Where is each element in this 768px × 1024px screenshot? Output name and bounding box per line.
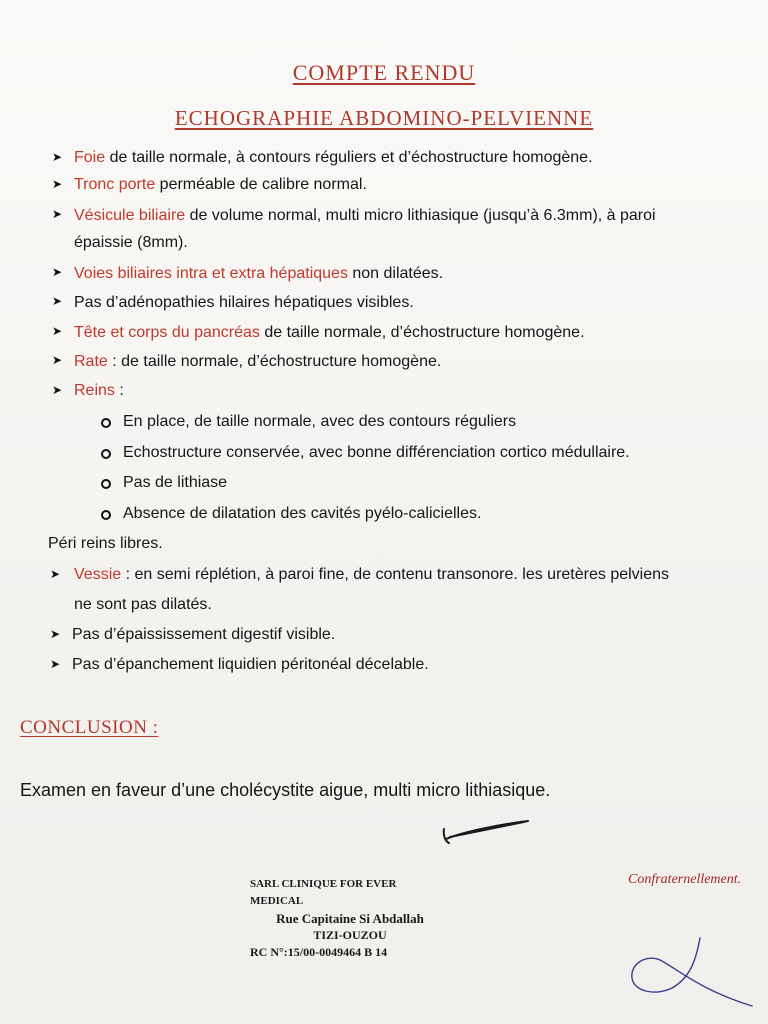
report-subtitle: ECHOGRAPHIE ABDOMINO-PELVIENNE — [174, 106, 594, 130]
bullet-arrow-icon: ➤ — [52, 207, 63, 221]
finding-text: de taille normale, à contours réguliers et d’échostructure homogène. — [105, 149, 593, 166]
doctor-signature — [620, 930, 760, 1010]
sub-bullet-circle-icon — [101, 449, 111, 459]
finding-rate — [74, 353, 441, 371]
finding-organ-label: Rate — [74, 353, 108, 370]
finding-adenopathies — [74, 294, 414, 312]
finding-vessie-continuation: ne sont pas dilatés. — [74, 596, 212, 613]
sub-bullet-circle-icon — [101, 418, 111, 428]
bullet-arrow-icon: ➤ — [50, 567, 61, 581]
stamp-registration: RC N°:15/00-0049464 B 14 — [250, 945, 388, 959]
clinic-stamp — [250, 876, 450, 961]
finding-tronc-porte — [74, 176, 367, 194]
reins-detail: Pas de lithiase — [123, 474, 228, 491]
stamp-clinic-name: SARL CLINIQUE FOR EVER MEDICAL — [250, 878, 397, 907]
finding-text: : en semi réplétion, à paroi fine, de contenu transonore. les uretères pelviens — [121, 566, 670, 583]
finding-text: : de taille normale, d’échostructure homogène. — [107, 353, 442, 370]
conclusion-text: Examen en faveur d’une cholécystite aigue, multi micro lithiasique. — [20, 780, 551, 800]
finding-organ-label: Vessie — [74, 566, 122, 583]
finding-text: Pas d’adénopathies hilaires hépatiques visibles. — [74, 294, 414, 311]
finding-digestif — [72, 626, 335, 644]
finding-text: de volume normal, multi micro lithiasique (jusqu’à 6.3mm), à paroi — [185, 207, 656, 224]
reins-detail: Echostructure conservée, avec bonne différenciation cortico médullaire. — [123, 444, 630, 461]
bullet-arrow-icon: ➤ — [52, 150, 63, 164]
finding-epanchement — [72, 656, 429, 674]
finding-text: perméable de calibre normal. — [155, 176, 367, 193]
conclusion-heading: CONCLUSION : — [20, 717, 159, 738]
sub-bullet-circle-icon — [101, 510, 111, 520]
finding-vesicule — [74, 207, 656, 225]
finding-organ-label: Voies biliaires intra et extra hépatiques — [74, 265, 348, 282]
signature-mark — [440, 815, 540, 850]
stamp-city: TIZI-OUZOU — [313, 928, 387, 942]
finding-text: Pas d’épaississement digestif visible. — [72, 626, 336, 643]
bullet-arrow-icon: ➤ — [52, 177, 63, 191]
finding-voies-biliaires — [74, 265, 443, 283]
finding-vessie — [74, 566, 669, 584]
peri-reins-text: Péri reins libres. — [48, 535, 163, 552]
finding-text: Pas d’épanchement liquidien péritonéal décelable. — [72, 656, 429, 673]
bullet-arrow-icon: ➤ — [50, 657, 61, 671]
bullet-arrow-icon: ➤ — [52, 383, 63, 397]
finding-foie — [74, 149, 593, 167]
sub-bullet-circle-icon — [101, 479, 111, 489]
finding-organ-label: Tronc porte — [74, 176, 156, 193]
finding-pancreas — [74, 324, 585, 342]
stamp-address: Rue Capitaine Si Abdallah — [276, 911, 424, 926]
bullet-arrow-icon: ➤ — [52, 353, 63, 367]
bullet-arrow-icon: ➤ — [52, 294, 63, 308]
finding-text: non dilatées. — [347, 265, 444, 282]
reins-detail: En place, de taille normale, avec des contours réguliers — [123, 413, 517, 430]
finding-organ-label: Vésicule biliaire — [74, 207, 186, 224]
finding-text: : — [114, 382, 124, 399]
reins-detail: Absence de dilatation des cavités pyélo-calicielles. — [123, 505, 482, 522]
finding-vesicule-continuation: épaissie (8mm). — [74, 234, 188, 251]
finding-organ-label: Reins — [74, 382, 115, 399]
finding-organ-label: Tête et corps du pancréas — [74, 324, 260, 341]
finding-organ-label: Foie — [74, 149, 106, 166]
report-title: COMPTE RENDU — [292, 60, 476, 85]
finding-reins — [74, 382, 124, 400]
finding-text: de taille normale, d’échostructure homogène. — [259, 324, 585, 341]
bullet-arrow-icon: ➤ — [52, 324, 63, 338]
bullet-arrow-icon: ➤ — [52, 265, 63, 279]
bullet-arrow-icon: ➤ — [50, 627, 61, 641]
closing-salutation: Confraternellement. — [628, 872, 742, 887]
